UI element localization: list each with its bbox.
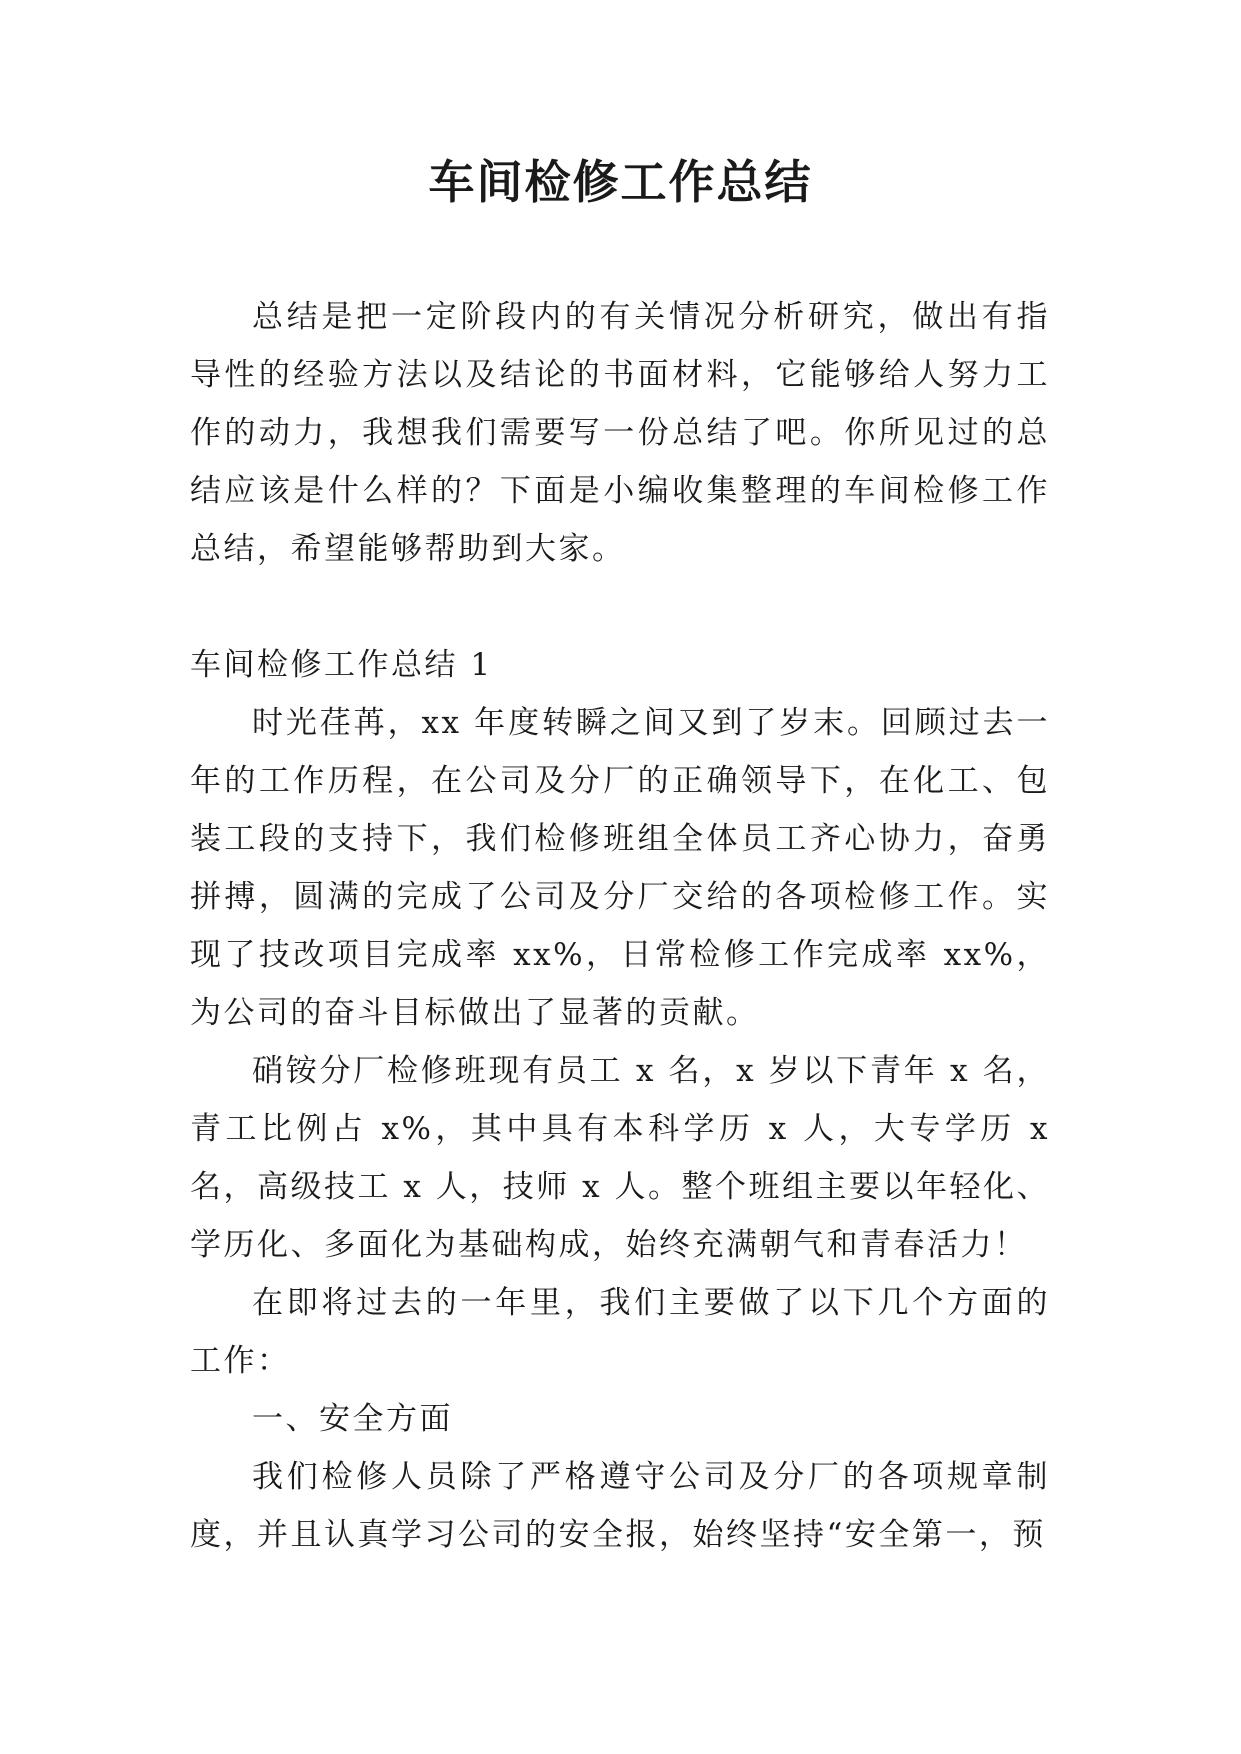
document-body (190, 288, 1050, 1564)
section-heading: 车间检修工作总结 1 (190, 647, 493, 683)
body-paragraph: 在即将过去的一年里，我们主要做了以下几个方面的工作： (190, 1285, 1050, 1379)
intro-paragraph: 总结是把一定阶段内的有关情况分析研究，做出有指导性的经验方法以及结论的书面材料，它能够给人努力工作的动力，我想我们需要写一份总结了吧。你所见过的总结应该是什么样的？下面是小编收集整理的车间检修工作总结，希望能够帮助到大家。 (190, 299, 1050, 567)
body-paragraph: 我们检修人员除了严格遵守公司及分厂的各项规章制度，并且认真学习公司的安全报，始终坚持“安全第一，预 (190, 1459, 1050, 1553)
body-paragraph: 时光荏苒，xx 年度转瞬之间又到了岁末。回顾过去一年的工作历程，在公司及分厂的正确领导下，在化工、包装工段的支持下，我们检修班组全体员工齐心协力，奋勇拼搏，圆满的完成了公司及分厂交给的各项检修工作。实现了技改项目完成率 xx%，日常检修工作完成率 xx%，为公司的奋斗目标做出了显著的贡献。 (190, 705, 1050, 1031)
subsection-heading: 一、安全方面 (252, 1401, 453, 1437)
document-title: 车间检修工作总结 (428, 155, 813, 209)
body-paragraph: 硝铵分厂检修班现有员工 x 名，x 岁以下青年 x 名，青工比例占 x%，其中具有本科学历 x 人，大专学历 x 名，高级技工 x 人，技师 x 人。整个班组主要以年轻化、学历化、多面化为基础构成，始终充满朝气和青春活力！ (190, 1053, 1050, 1263)
